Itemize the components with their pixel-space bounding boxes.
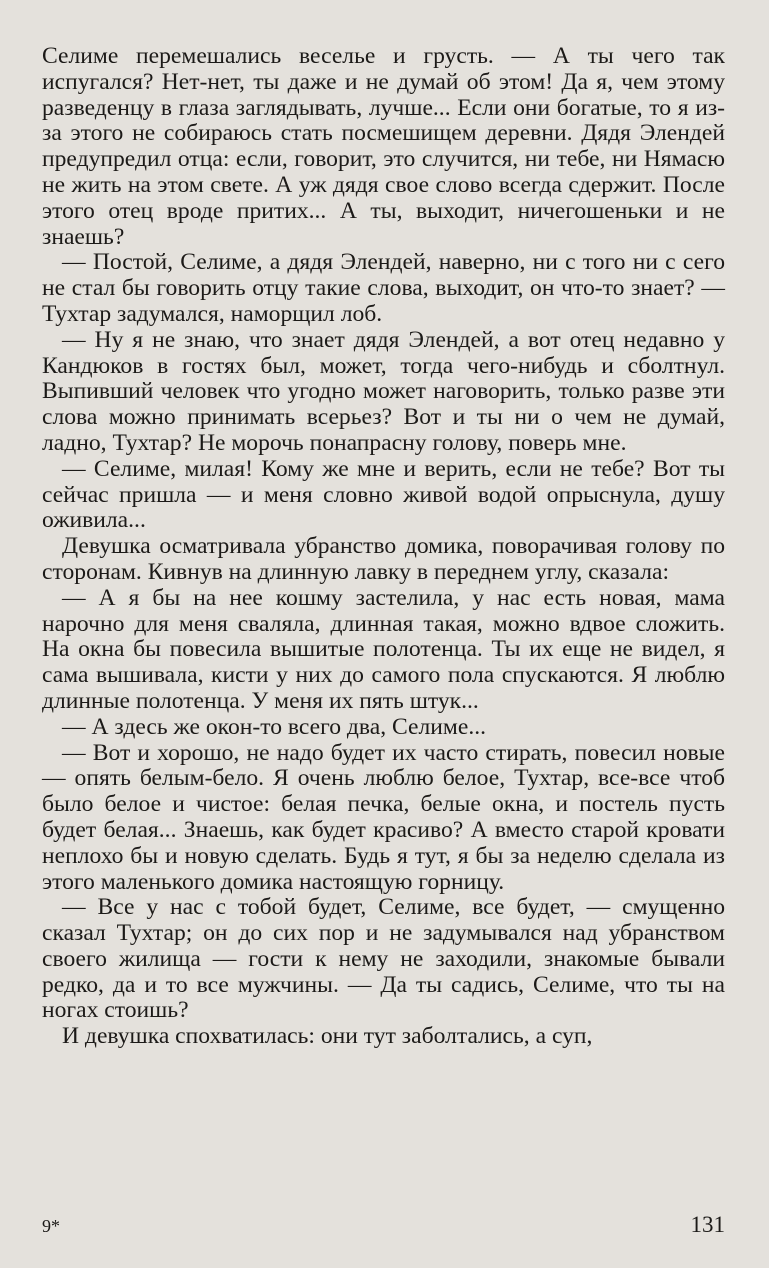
signature-mark: 9* (42, 1216, 60, 1236)
paragraph: — А я бы на нее кошму застелила, у нас есть новая, мама нарочно для меня сваляла, длинная такая, можно вдвое сложить. На окна бы повесила вышитые полотенца. Ты их еще не видел, я сама вышивала, кисти у них до самого пола спускаются. Я люблю длинные полотенца. У меня их пять штук... (42, 584, 725, 714)
paragraph: — Все у нас с тобой будет, Селиме, все будет, — смущенно сказал Тухтар; он до сих пор и не задумывался над убранством своего жилища — гости к нему не заходили, знакомые бывали редко, да и то все мужчины. — Да ты садись, Селиме, что ты на ногах стоишь? (42, 894, 725, 1024)
paragraph: — Постой, Селиме, а дядя Элендей, наверно, ни с того ни с сего не стал бы говорить отцу такие слова, выходит, он что-то знает? — Тухтар задумался, наморщил лоб. (42, 249, 725, 327)
paragraph: Девушка осматривала убранство домика, поворачивая голову по сторонам. Кивнув на длинную лавку в переднем углу, сказала: (42, 533, 725, 585)
paragraph: Селиме перемешались веселье и грусть. — А ты чего так испугался? Нет-нет, ты даже и не думай об этом! Да я, чем этому разведенцу в глаза заглядывать, лучше... Если они богатые, то я из-за этого не собираюсь стать посмешищем деревни. Дядя Элендей предупредил отца: если, говорит, это случится, ни тебе, ни Нямасю не жить на этом свете. А уж дядя свое слово всегда сдержит. После этого отец вроде притих... А ты, выходит, ничегошеньки и не знаешь? (42, 43, 725, 250)
page-number: 131 (690, 1212, 725, 1237)
paragraph: — Вот и хорошо, не надо будет их часто стирать, повесил новые — опять белым-бело. Я очень люблю белое, Тухтар, все-все чтоб было белое и чистое: белая печка, белые окна, и постель пусть будет белая... Знаешь, как будет красиво? А вместо старой кровати неплохо бы и новую сделать. Будь я тут, я бы за неделю сделала из этого маленького домика настоящую горницу. (42, 739, 725, 895)
paragraph: И девушка спохватилась: они тут заболтались, а суп, (62, 1023, 593, 1050)
page-footer (42, 1212, 725, 1240)
paragraph: — А здесь же окон-то всего два, Селиме... (62, 713, 487, 740)
paragraph: — Селиме, милая! Кому же мне и верить, если не тебе? Вот ты сейчас пришла — и меня словно живой водой опрыснула, душу оживила... (42, 455, 725, 534)
body-text (42, 44, 725, 1050)
paragraph: — Ну я не знаю, что знает дядя Элендей, а вот отец недавно у Кандюков в гостях был, может, тогда чего-нибудь и сболтнул. Выпивший человек что угодно может наговорить, только разве эти слова можно принимать всерьез? Вот и ты ни о чем не думай, ладно, Тухтар? Не морочь понапрасну голову, поверь мне. (42, 326, 725, 456)
